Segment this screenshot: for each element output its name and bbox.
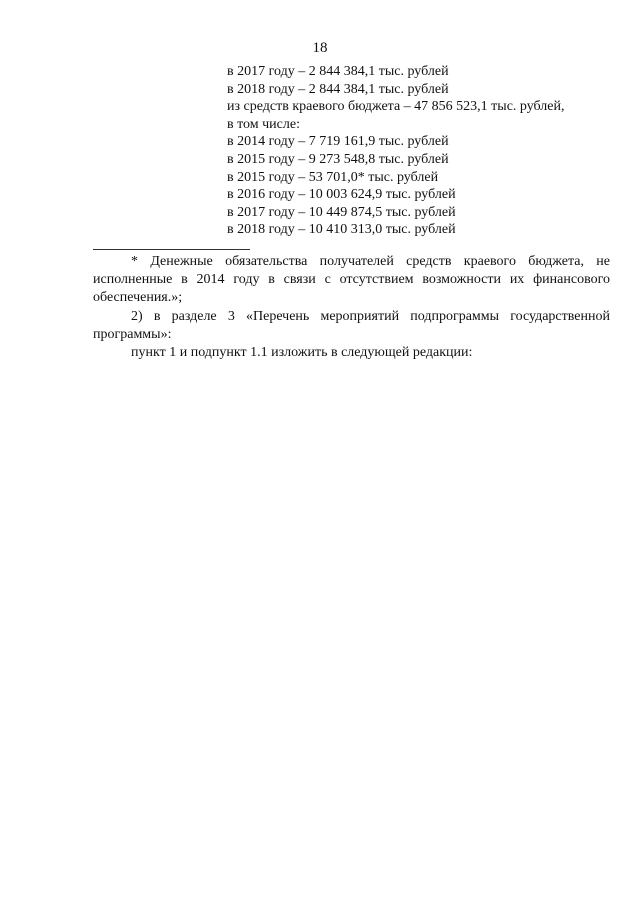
funding-line-2018-total: в 2018 году – 2 844 384,1 тыс. рублей xyxy=(227,81,449,97)
funding-line-2018-regional: в 2018 году – 10 410 313,0 тыс. рублей xyxy=(227,222,456,238)
funding-line-2017-total: в 2017 году – 2 844 384,1 тыс. рублей xyxy=(227,64,449,79)
footnote: * Денежные обязательства получателей средств краевого бюджета, не исполненные в 2014 году в связи с отсутствием возможности их финансового обеспечения.»; xyxy=(93,254,610,305)
funding-line-regional-budget: из средств краевого бюджета – 47 856 523,1 тыс. рублей, xyxy=(227,99,565,115)
funding-line-2014-regional: в 2014 году – 7 719 161,9 тыс. рублей xyxy=(227,134,449,150)
funding-breakdown xyxy=(227,63,617,239)
funding-line-2015-obligations: в 2015 году – 53 701,0* тыс. рублей xyxy=(227,169,439,185)
funding-line-2017-regional: в 2017 году – 10 449 874,5 тыс. рублей xyxy=(227,204,456,220)
funding-line-including: в том числе: xyxy=(227,116,300,132)
instruction-paragraph: пункт 1 и подпункт 1.1 изложить в следующей редакции: xyxy=(131,345,473,360)
footnote-divider xyxy=(93,249,250,250)
page-number: 18 xyxy=(312,40,328,56)
funding-line-2015-regional: в 2015 году – 9 273 548,8 тыс. рублей xyxy=(227,151,449,167)
funding-line-2016-regional: в 2016 году – 10 003 624,9 тыс. рублей xyxy=(227,187,456,203)
section-change-paragraph: 2) в разделе 3 «Перечень мероприятий подпрограммы государственной программы»: xyxy=(93,309,610,342)
